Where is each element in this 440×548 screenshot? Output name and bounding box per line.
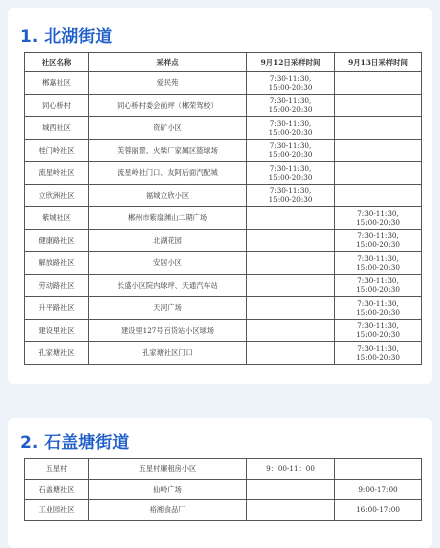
section-title: 2. 石盖塘街道 xyxy=(20,433,130,453)
cell-sampling-point: 长盛小区院内球坪、天通汽车站 xyxy=(89,274,247,297)
cell-sep12-time xyxy=(247,342,335,365)
table-row xyxy=(25,72,422,95)
cell-sampling-point: 天河广场 xyxy=(89,297,247,320)
cell-sep13-time xyxy=(335,72,422,95)
table-row xyxy=(25,319,422,342)
cell-community: 流星岭社区 xyxy=(25,162,89,185)
table-row xyxy=(25,207,422,230)
cell-sampling-point: 北湖花园 xyxy=(89,229,247,252)
table-header-row xyxy=(25,53,422,72)
cell-community: 桂门岭社区 xyxy=(25,139,89,162)
cell-sampling-point: 建设里127号百货站小区球场 xyxy=(89,319,247,342)
cell-community: 立欣洲社区 xyxy=(25,184,89,207)
cell-sep12-time xyxy=(247,274,335,297)
cell-community: 劳动路社区 xyxy=(25,274,89,297)
cell-sep13-time xyxy=(335,94,422,117)
cell-sep12-time: 7:30-11:30, 15:00-20:30 xyxy=(247,184,335,207)
table-row xyxy=(25,229,422,252)
cell-sep12-time: 9：00-11：00 xyxy=(247,459,335,480)
table-row xyxy=(25,274,422,297)
cell-sep13-time xyxy=(335,162,422,185)
cell-sampling-point: 同心桥村委会前坪（郴荣驾校） xyxy=(89,94,247,117)
cell-sep13-time: 7:30-11:30, 15:00-20:30 xyxy=(335,274,422,297)
cell-sep12-time xyxy=(247,207,335,230)
cell-sampling-point: 资矿小区 xyxy=(89,117,247,140)
sampling-table-shigaitang xyxy=(24,458,422,521)
header-community: 社区名称 xyxy=(25,53,89,72)
sampling-table-beihu xyxy=(24,52,422,365)
cell-community: 工业园社区 xyxy=(25,500,89,521)
table-row xyxy=(25,252,422,275)
cell-sampling-point: 福城立欣小区 xyxy=(89,184,247,207)
cell-sep12-time: 7:30-11:30, 15:00-20:30 xyxy=(247,162,335,185)
cell-sep12-time xyxy=(247,479,335,500)
cell-sampling-point: 裕湘食品厂 xyxy=(89,500,247,521)
cell-sep13-time xyxy=(335,184,422,207)
section-title: 1. 北湖街道 xyxy=(20,27,113,47)
cell-sep13-time xyxy=(335,139,422,162)
table-row xyxy=(25,94,422,117)
cell-sep13-time: 7:30-11:30, 15:00-20:30 xyxy=(335,252,422,275)
cell-sep12-time: 7:30-11:30, 15:00-20:30 xyxy=(247,117,335,140)
cell-community: 城西社区 xyxy=(25,117,89,140)
cell-community: 孔家塘社区 xyxy=(25,342,89,365)
section-card-shigaitang xyxy=(8,418,432,548)
cell-sep13-time: 7:30-11:30, 15:00-20:30 xyxy=(335,342,422,365)
table-row xyxy=(25,184,422,207)
cell-community: 紫城社区 xyxy=(25,207,89,230)
table-row xyxy=(25,479,422,500)
cell-sep12-time: 7:30-11:30, 15:00-20:30 xyxy=(247,94,335,117)
cell-sep13-time: 7:30-11:30, 15:00-20:30 xyxy=(335,297,422,320)
cell-community: 郴嘉社区 xyxy=(25,72,89,95)
header-sep13-time: 9月13日采样时间 xyxy=(335,53,422,72)
cell-sampling-point: 五星村廉租房小区 xyxy=(89,459,247,480)
cell-sampling-point: 流星岭社门口、友阿后面汽配城 xyxy=(89,162,247,185)
cell-sep12-time xyxy=(247,319,335,342)
cell-sep12-time xyxy=(247,229,335,252)
cell-sep13-time: 9:00-17:00 xyxy=(335,479,422,500)
cell-community: 解放路社区 xyxy=(25,252,89,275)
cell-sep13-time xyxy=(335,117,422,140)
header-sep12-time: 9月12日采样时间 xyxy=(247,53,335,72)
cell-sampling-point: 仙岭广场 xyxy=(89,479,247,500)
table-row xyxy=(25,139,422,162)
cell-sampling-point: 郴州市紫扇渊山二期广场 xyxy=(89,207,247,230)
cell-community: 建设里社区 xyxy=(25,319,89,342)
section-card-beihu xyxy=(8,8,432,384)
cell-community: 健康路社区 xyxy=(25,229,89,252)
cell-sep13-time: 16:00-17:00 xyxy=(335,500,422,521)
table-row xyxy=(25,500,422,521)
cell-sep12-time: 7:30-11:30, 15:00-20:30 xyxy=(247,72,335,95)
table-row xyxy=(25,162,422,185)
cell-sep12-time xyxy=(247,252,335,275)
cell-sep13-time: 7:30-11:30, 15:00-20:30 xyxy=(335,229,422,252)
cell-community: 石盖塘社区 xyxy=(25,479,89,500)
cell-sep13-time: 7:30-11:30, 15:00-20:30 xyxy=(335,207,422,230)
cell-sep12-time xyxy=(247,297,335,320)
cell-sampling-point: 爱民苑 xyxy=(89,72,247,95)
cell-sep13-time xyxy=(335,459,422,480)
cell-sep13-time: 7:30-11:30, 15:00-20:30 xyxy=(335,319,422,342)
table-row xyxy=(25,342,422,365)
cell-sampling-point: 安居小区 xyxy=(89,252,247,275)
header-sampling-point: 采样点 xyxy=(89,53,247,72)
cell-sampling-point: 孔家塘社区门口 xyxy=(89,342,247,365)
cell-community: 五星村 xyxy=(25,459,89,480)
cell-community: 升平路社区 xyxy=(25,297,89,320)
cell-sep12-time: 7:30-11:30, 15:00-20:30 xyxy=(247,139,335,162)
cell-community: 同心桥村 xyxy=(25,94,89,117)
table-row xyxy=(25,117,422,140)
cell-sep12-time xyxy=(247,500,335,521)
table-row xyxy=(25,297,422,320)
table-row xyxy=(25,459,422,480)
cell-sampling-point: 芙蓉丽景、火柴厂家属区篮球场 xyxy=(89,139,247,162)
